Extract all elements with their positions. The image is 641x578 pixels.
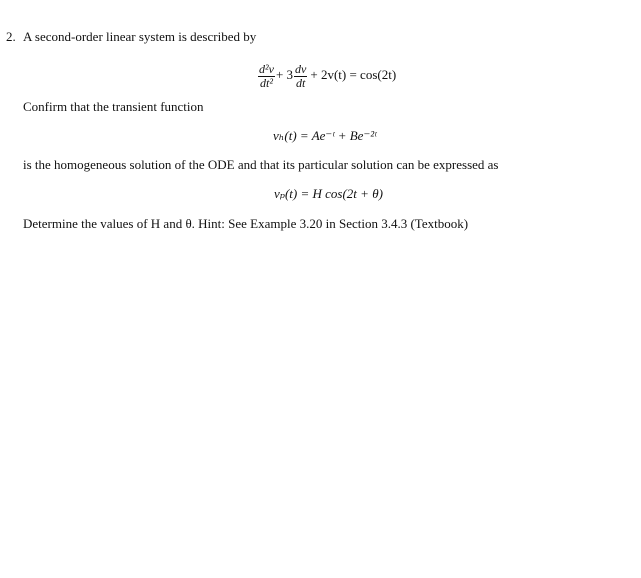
first-derivative-coefficient: + 3 — [275, 67, 294, 82]
determine-text: Determine the values of H and θ. Hint: See Example 3.20 in Section 3.4.3 (Textbook) — [23, 216, 469, 231]
first-derivative-numerator: dv — [295, 61, 307, 76]
particular-equation: vₚ(t) = H cos(2t + θ) — [274, 186, 383, 201]
confirm-text: Confirm that the transient function — [23, 99, 204, 114]
ode-equation — [257, 60, 396, 90]
problem-heading — [6, 29, 256, 45]
second-derivative-numerator: d²v — [259, 61, 274, 76]
second-derivative-denominator: dt² — [260, 75, 273, 90]
homogeneous-text: is the homogeneous solution of the ODE and that its particular solution can be expressed as — [23, 157, 499, 172]
problem-intro: A second-order linear system is described by — [23, 29, 257, 44]
transient-equation: vₕ(t) = Ae⁻ᵗ + Be⁻²ᵗ — [273, 128, 377, 143]
problem-number: 2. — [6, 29, 16, 44]
first-derivative-denominator: dt — [296, 75, 306, 90]
second-derivative-fraction — [258, 63, 275, 90]
ode-right-side: + 2v(t) = cos(2t) — [310, 67, 397, 82]
first-derivative-fraction — [294, 63, 307, 90]
